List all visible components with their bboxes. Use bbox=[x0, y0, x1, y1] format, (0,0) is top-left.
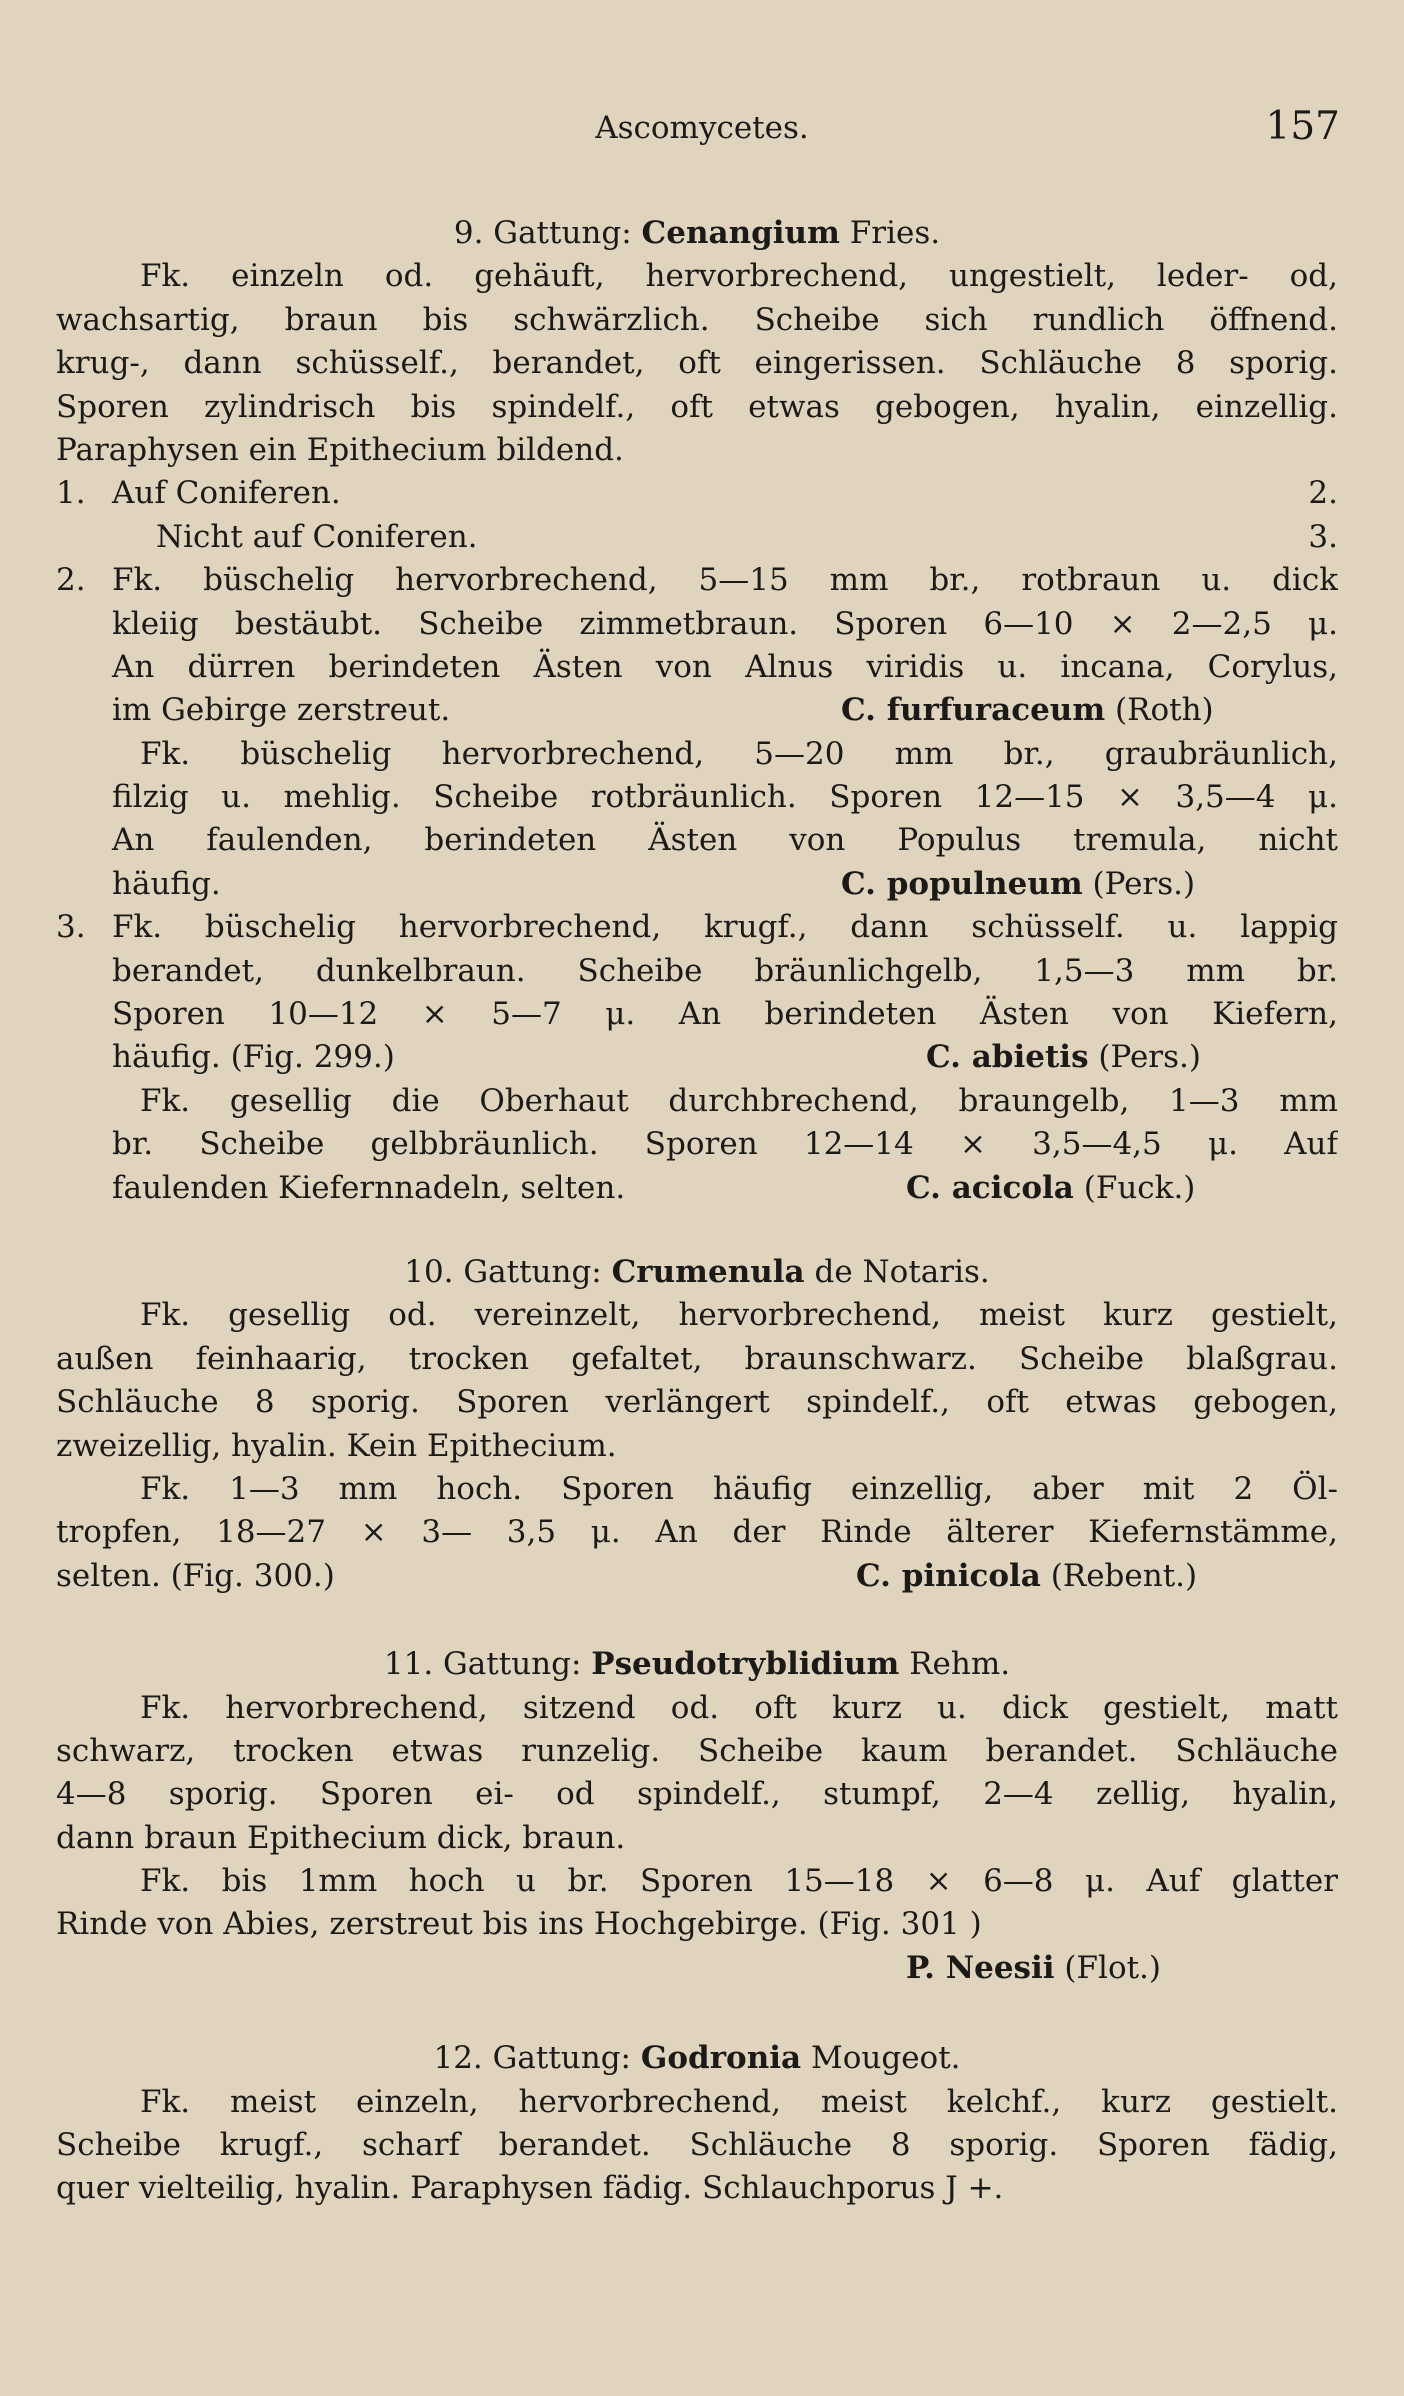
species-description-line: Fk. 1—3 mm hoch. Sporen häufig einzellig, aber mit 2 Öl- bbox=[140, 1470, 1338, 1507]
genus-description-line: quer vielteilig, hyalin. Paraphysen fädig. Schlauchporus J +. bbox=[56, 2170, 1004, 2207]
genus-description-line: Fk. meist einzeln, hervorbrechend, meist kelchf., kurz gestielt. bbox=[140, 2083, 1338, 2120]
genus-heading-crumenula: 10. Gattung: Crumenula de Notaris. bbox=[404, 1253, 990, 1290]
species-line-c-abietis: häufig. (Fig. 299.) C. abietis (Pers.) bbox=[112, 1039, 1201, 1076]
key-line-1b: Nicht auf Coniferen. 3. bbox=[156, 518, 1338, 555]
key-line: An dürren berindeten Ästen von Alnus viridis u. incana, Corylus, bbox=[112, 648, 1338, 685]
genus-description-line: außen feinhaarig, trocken gefaltet, braunschwarz. Scheibe blaßgrau. bbox=[56, 1340, 1338, 1377]
species-line-c-populneum: häufig. C. populneum (Pers.) bbox=[112, 865, 1196, 902]
genus-heading-godronia: 12. Gattung: Godronia Mougeot. bbox=[433, 2040, 961, 2077]
genus-description-line: zweizellig, hyalin. Kein Epithecium. bbox=[56, 1427, 617, 1464]
genus-description-line: Sporen zylindrisch bis spindelf., oft etwas gebogen, hyalin, einzellig. bbox=[56, 388, 1338, 425]
key-line-1a: 1. Auf Coniferen. 2. bbox=[56, 475, 1338, 512]
species-description-line: Rinde von Abies, zerstreut bis ins Hochgebirge. (Fig. 301 ) bbox=[56, 1906, 982, 1943]
genus-description-line: dann braun Epithecium dick, braun. bbox=[56, 1819, 626, 1856]
species-line-c-furfuraceum: im Gebirge zerstreut. C. furfuraceum (Roth) bbox=[112, 692, 1214, 729]
key-line-2b: Fk. büschelig hervorbrechend, 5—20 mm br., graubräunlich, bbox=[140, 735, 1338, 772]
key-line-3b: Fk. gesellig die Oberhaut durchbrechend, braungelb, 1—3 mm bbox=[140, 1082, 1338, 1119]
species-description-line: tropfen, 18—27 × 3— 3,5 μ. An der Rinde älterer Kiefernstämme, bbox=[56, 1514, 1338, 1551]
genus-heading-cenangium: 9. Gattung: Cenangium Fries. bbox=[453, 215, 941, 251]
genus-description-line: Fk. hervorbrechend, sitzend od. oft kurz u. dick gestielt, matt bbox=[140, 1689, 1338, 1726]
key-line: kleiig bestäubt. Scheibe zimmetbraun. Sporen 6—10 × 2—2,5 μ. bbox=[112, 605, 1338, 642]
running-header: Ascomycetes. bbox=[595, 110, 809, 146]
species-line-c-acicola: faulenden Kiefernnadeln, selten. C. acicola (Fuck.) bbox=[112, 1169, 1196, 1206]
genus-description-line: Scheibe krugf., scharf berandet. Schläuche 8 sporig. Sporen fädig, bbox=[56, 2127, 1338, 2164]
key-line: An faulenden, berindeten Ästen von Populus tremula, nicht bbox=[112, 822, 1338, 859]
key-line-2a: 2. Fk. büschelig hervorbrechend, 5—15 mm br., rotbraun u. dick bbox=[56, 562, 1338, 599]
key-line: Sporen 10—12 × 5—7 μ. An berindeten Ästen von Kiefern, bbox=[112, 996, 1338, 1033]
page-body bbox=[56, 212, 1338, 2211]
species-description-line: Fk. bis 1mm hoch u br. Sporen 15—18 × 6—8 μ. Auf glatter bbox=[140, 1863, 1338, 1900]
genus-description-line: Schläuche 8 sporig. Sporen verlängert spindelf., oft etwas gebogen, bbox=[56, 1384, 1338, 1421]
genus-description-line: schwarz, trocken etwas runzelig. Scheibe kaum berandet. Schläuche bbox=[56, 1732, 1338, 1769]
page-number: 157 bbox=[1265, 104, 1340, 149]
genus-description-line: wachsartig, braun bis schwärzlich. Scheibe sich rundlich öffnend. bbox=[56, 301, 1338, 338]
genus-description-line: Fk. gesellig od. vereinzelt, hervorbrechend, meist kurz gestielt, bbox=[140, 1297, 1338, 1334]
genus-description-line: Paraphysen ein Epithecium bildend. bbox=[56, 431, 624, 468]
genus-description-line: Fk. einzeln od. gehäuft, hervorbrechend, ungestielt, leder- od, bbox=[140, 258, 1338, 295]
key-line-3a: 3. Fk. büschelig hervorbrechend, krugf., dann schüsself. u. lappig bbox=[56, 909, 1338, 946]
genus-description-line: 4—8 sporig. Sporen ei- od spindelf., stumpf, 2—4 zellig, hyalin, bbox=[56, 1776, 1338, 1813]
key-line: br. Scheibe gelbbräunlich. Sporen 12—14 × 3,5—4,5 μ. Auf bbox=[112, 1126, 1338, 1163]
key-line: berandet, dunkelbraun. Scheibe bräunlichgelb, 1,5—3 mm br. bbox=[112, 952, 1338, 989]
genus-heading-pseudotryblidium: 11. Gattung: Pseudotryblidium Rehm. bbox=[383, 1646, 1011, 1683]
key-line: filzig u. mehlig. Scheibe rotbräunlich. Sporen 12—15 × 3,5—4 μ. bbox=[112, 779, 1338, 816]
species-line-c-pinicola: selten. (Fig. 300.) C. pinicola (Rebent.) bbox=[56, 1557, 1198, 1594]
genus-description-line: krug-, dann schüsself., berandet, oft eingerissen. Schläuche 8 sporig. bbox=[56, 345, 1338, 382]
species-line-p-neesii: P. Neesii (Flot.) bbox=[906, 1949, 1162, 1986]
